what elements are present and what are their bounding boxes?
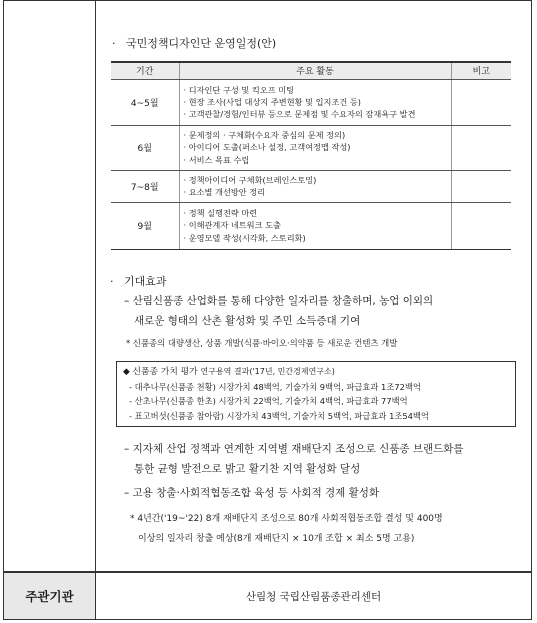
note-cell: [451, 170, 511, 202]
bullet-icon: ·: [112, 37, 116, 50]
note-cell: [451, 202, 511, 249]
schedule-heading: · 국민정책디자인단 운영일정(안): [112, 37, 277, 50]
effect-item-1: – 산림신품종 산업화를 통해 다양한 일자리를 창출하며, 농업 이외의 새로운 형태의 산촌 활성화 및 주민 소득증대 기여: [124, 295, 434, 327]
bullet-icon: ·: [110, 275, 114, 288]
period-cell: 7~8월: [111, 170, 179, 202]
activities-cell: · 정책 실행전략 마련 · 이해관계자 네트워크 도출 · 운영모델 작성(시각화, 스토리화): [179, 202, 451, 249]
footer-label: 주관기관: [4, 573, 95, 619]
period-cell: 4~5월: [111, 79, 179, 125]
effects-heading: · 기대효과: [110, 275, 167, 288]
header-period: 기간: [111, 62, 179, 79]
left-label-column: [4, 1, 96, 619]
schedule-table: [111, 61, 511, 250]
header-note: 비고: [451, 62, 511, 79]
activities-cell: · 문제정의 · 구체화(수요자 중심의 문제 정의) · 아이디어 도출(퍼소나 설정, 고객여정맵 작성) · 서비스 목표 수립: [179, 125, 451, 170]
note-cell: [451, 79, 511, 125]
box-row: - 대추나무(신품종 천황) 시장가치 48백억, 기술가치 9백억, 파급효과 1조72백억: [129, 381, 421, 392]
table-row: [111, 170, 511, 202]
value-assessment-box: [116, 361, 516, 427]
activities-cell: · 정책아이디어 구체화(브레인스토밍) · 요소별 개선방안 정리: [179, 170, 451, 202]
period-cell: 9월: [111, 202, 179, 249]
box-title: ◆ 신품종 가치 평가 연구용역 결과('17년, 민간경제연구소): [123, 367, 335, 377]
document-frame: [3, 0, 532, 620]
footer-value: 산림청 국립산림품종관리센터: [245, 590, 382, 603]
table-header-row: [111, 62, 511, 79]
effect-item-2: – 지자체 산업 정책과 연계한 지역별 재배단지 조성으로 신품종 브랜드화를 통한 균형 발전으로 밝고 활기찬 지역 활성화 달성: [124, 443, 464, 475]
table-row: [111, 202, 511, 249]
period-cell: 6월: [111, 125, 179, 170]
box-row: - 표고버섯(신품종 참아람) 시장가치 43백억, 기술가치 5백억, 파급효과 1조54백억: [129, 410, 429, 421]
box-row: - 산초나무(신품종 한초) 시장가치 22백억, 기술가치 4백억, 파급효과 77백억: [129, 396, 408, 406]
table-row: [111, 79, 511, 125]
footnote-3: * 4년간('19~'22) 8개 재배단지 조성으로 80개 사회적협동조합 결성 및 400명 이상의 일자리 창출 예상(8개 재배단지 × 10개 조합 × 최소 5명 고용): [130, 514, 443, 544]
effect-item-3: – 고용 창출·사회적협동조합 육성 등 사회적 경제 활성화: [124, 487, 380, 499]
header-activities: 주요 활동: [179, 62, 451, 79]
activities-cell: · 디자인단 구성 및 킥오프 미팅 · 현장 조사(사업 대상지 주변현황 및 입지조건 등) · 고객관찰/경험/인터뷰 등으로 문제점 및 수요자의 잠재욕구 발견: [179, 79, 451, 125]
note-cell: [451, 125, 511, 170]
table-row: [111, 125, 511, 170]
footnote-1: * 신품종의 대량생산, 상품 개발(식품·바이오·의약품 등 새로운 컨텐츠 개발: [126, 338, 398, 348]
content-area: [96, 1, 531, 571]
